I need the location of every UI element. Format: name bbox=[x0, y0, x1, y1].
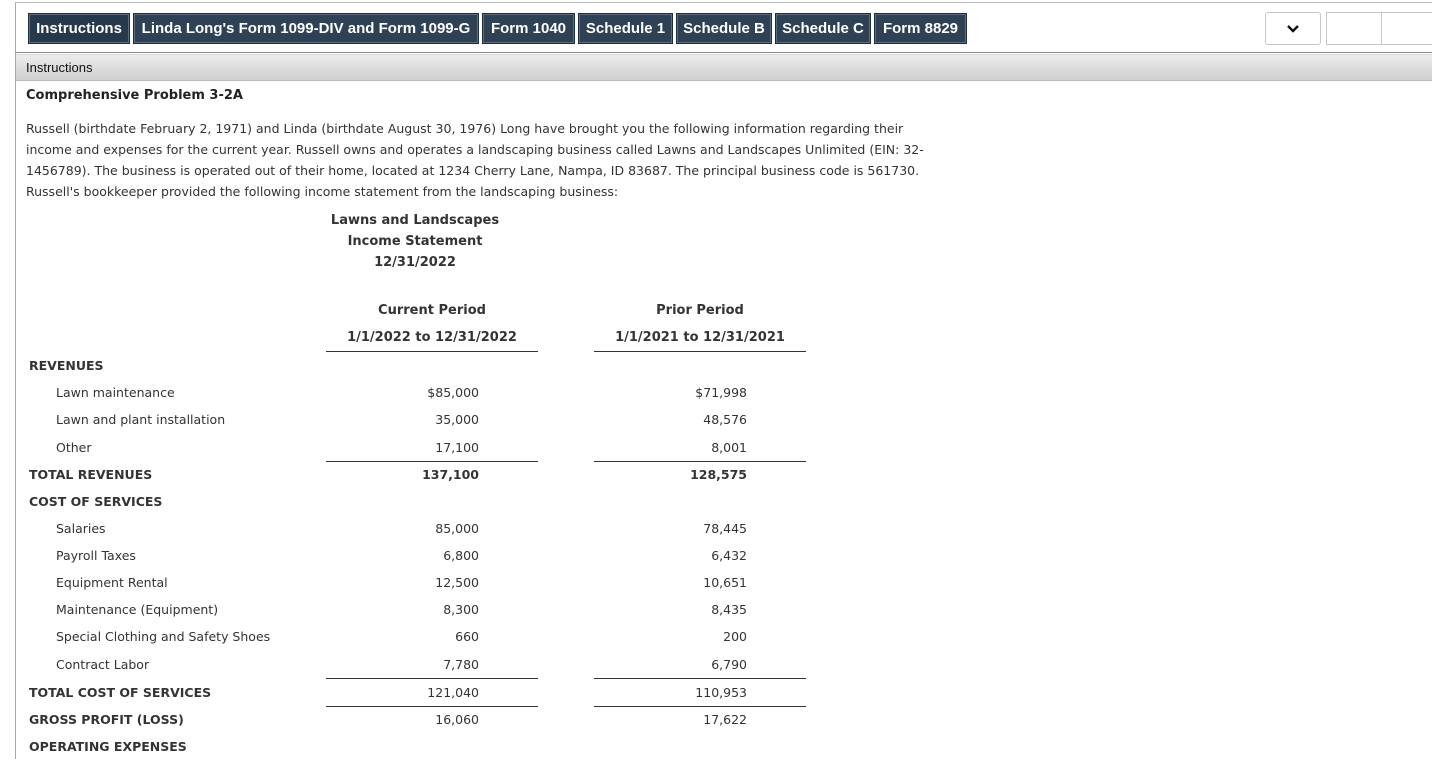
nav-control-box[interactable] bbox=[1381, 12, 1432, 45]
subtotal-rule bbox=[326, 706, 538, 707]
row-total-cost-label: TOTAL COST OF SERVICES bbox=[29, 685, 212, 700]
row-payroll-taxes-label: Payroll Taxes bbox=[56, 548, 136, 563]
subtotal-rule bbox=[594, 706, 806, 707]
row-lawn-installation-prior: 48,576 bbox=[703, 412, 747, 427]
tab-schedule-b[interactable]: Schedule B bbox=[676, 13, 772, 44]
row-clothing-label: Special Clothing and Safety Shoes bbox=[56, 629, 271, 644]
row-maintenance-equipment-prior: 8,435 bbox=[711, 602, 747, 617]
row-clothing-current: 660 bbox=[455, 629, 479, 644]
row-total-revenues-prior: 128,575 bbox=[690, 467, 747, 482]
row-other-prior: 8,001 bbox=[711, 440, 747, 455]
column-rule bbox=[594, 351, 806, 352]
row-lawn-installation-label: Lawn and plant installation bbox=[56, 412, 226, 427]
tab-divider bbox=[15, 52, 1432, 53]
statement-title: Income Statement bbox=[347, 234, 483, 249]
row-other-current: 17,100 bbox=[435, 440, 479, 455]
row-maintenance-equipment-label: Maintenance (Equipment) bbox=[56, 602, 219, 617]
problem-description: Russell (birthdate February 2, 1971) and Linda (birthdate August 30, 1976) Long have brought you the following information regarding their income and expenses for the current year. Russell owns and operates a landscaping business called Lawns and Landscapes Unlimited (EIN: 32-1456789). The business is operated out of their home, located at 1234 Cherry Lane, Nampa, ID 83687. The principal business code is 561730. Russell's bookkeeper provided the following income statement from the landscaping business: bbox=[26, 121, 924, 199]
row-gross-profit-current: 16,060 bbox=[435, 712, 479, 727]
row-cost-of-services-label: COST OF SERVICES bbox=[29, 494, 163, 509]
row-contract-labor-prior: 6,790 bbox=[711, 657, 747, 672]
row-lawn-installation-current: 35,000 bbox=[435, 412, 479, 427]
row-gross-profit-label: GROSS PROFIT (LOSS) bbox=[29, 712, 184, 727]
statement-date: 12/31/2022 bbox=[374, 255, 456, 270]
row-other-label: Other bbox=[56, 440, 92, 455]
prior-period-heading: Prior Period bbox=[656, 303, 744, 318]
prior-period-range: 1/1/2021 to 12/31/2021 bbox=[615, 330, 785, 345]
problem-title: Comprehensive Problem 3-2A bbox=[26, 88, 243, 103]
row-total-revenues-label: TOTAL REVENUES bbox=[29, 467, 153, 482]
row-lawn-maintenance-prior: $71,998 bbox=[695, 385, 747, 400]
row-salaries-label: Salaries bbox=[56, 521, 106, 536]
content-frame bbox=[15, 2, 1432, 759]
row-equipment-rental-current: 12,500 bbox=[435, 575, 479, 590]
tab-form-8829[interactable]: Form 8829 bbox=[874, 13, 967, 44]
row-clothing-prior: 200 bbox=[723, 629, 747, 644]
row-total-cost-current: 121,040 bbox=[427, 685, 479, 700]
tab-form-1040[interactable]: Form 1040 bbox=[482, 13, 575, 44]
section-header: Instructions bbox=[16, 54, 1432, 81]
row-salaries-current: 85,000 bbox=[435, 521, 479, 536]
current-period-heading: Current Period bbox=[378, 303, 486, 318]
chevron-down-icon bbox=[1286, 24, 1300, 34]
statement-company: Lawns and Landscapes bbox=[330, 213, 500, 228]
subtotal-rule bbox=[594, 678, 806, 679]
row-contract-labor-current: 7,780 bbox=[443, 657, 479, 672]
row-lawn-maintenance-current: $85,000 bbox=[427, 385, 479, 400]
tab-dropdown-button[interactable] bbox=[1265, 12, 1321, 45]
row-maintenance-equipment-current: 8,300 bbox=[443, 602, 479, 617]
tab-schedule-c[interactable]: Schedule C bbox=[775, 13, 871, 44]
row-payroll-taxes-current: 6,800 bbox=[443, 548, 479, 563]
current-period-range: 1/1/2022 to 12/31/2022 bbox=[347, 330, 517, 345]
row-equipment-rental-label: Equipment Rental bbox=[56, 575, 168, 590]
row-total-revenues-current: 137,100 bbox=[422, 467, 479, 482]
nav-control-box[interactable] bbox=[1326, 12, 1382, 45]
row-gross-profit-prior: 17,622 bbox=[703, 712, 747, 727]
row-revenues-label: REVENUES bbox=[29, 358, 104, 373]
subtotal-rule bbox=[594, 461, 806, 462]
column-rule bbox=[326, 351, 538, 352]
tab-schedule-1[interactable]: Schedule 1 bbox=[578, 13, 673, 44]
row-lawn-maintenance-label: Lawn maintenance bbox=[56, 385, 175, 400]
tab-linda-form-1099[interactable]: Linda Long's Form 1099-DIV and Form 1099-G bbox=[133, 13, 479, 44]
row-contract-labor-label: Contract Labor bbox=[56, 657, 150, 672]
tab-instructions[interactable]: Instructions bbox=[28, 13, 130, 44]
row-equipment-rental-prior: 10,651 bbox=[703, 575, 747, 590]
row-payroll-taxes-prior: 6,432 bbox=[711, 548, 747, 563]
subtotal-rule bbox=[326, 678, 538, 679]
row-salaries-prior: 78,445 bbox=[703, 521, 747, 536]
subtotal-rule bbox=[326, 461, 538, 462]
row-operating-expenses-label: OPERATING EXPENSES bbox=[29, 739, 187, 754]
row-total-cost-prior: 110,953 bbox=[695, 685, 747, 700]
tab-bar bbox=[28, 13, 967, 44]
